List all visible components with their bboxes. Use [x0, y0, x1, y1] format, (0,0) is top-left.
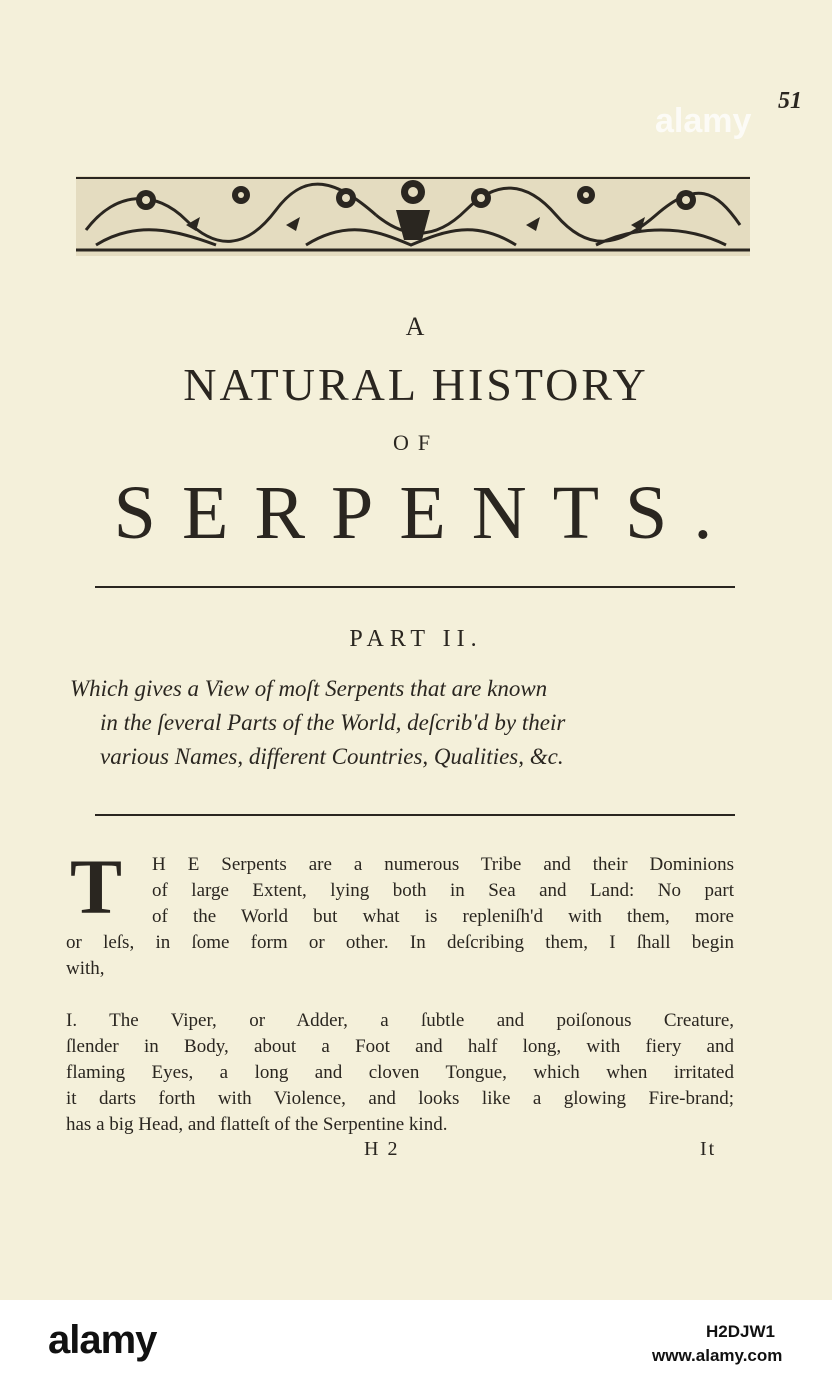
part-heading: PART II.: [349, 626, 483, 652]
divider-rule: [95, 586, 735, 588]
paragraph-line: with,: [66, 958, 105, 979]
paragraph-line: or leſs, in ſome form or other. In deſcribing them, I ſhall begin: [66, 932, 734, 953]
catchword: It: [700, 1138, 717, 1160]
paragraph-line: of large Extent, lying both in Sea and Land: No part: [152, 880, 734, 901]
decorative-headpiece-icon: [76, 170, 750, 260]
title-serpents: SERPENTS.: [113, 471, 739, 555]
paragraph-line: H E Serpents are a numerous Tribe and their Dominions: [152, 854, 734, 875]
divider-rule: [95, 814, 735, 816]
paragraph-line: it darts forth with Violence, and looks like a glowing Fire-brand;: [66, 1088, 734, 1109]
title-of: OF: [392, 430, 440, 455]
paragraph-line: ſlender in Body, about a Foot and half long, with fiery and: [66, 1036, 734, 1057]
subtitle-line: in the ſeveral Parts of the World, deſcrib'd by their: [100, 710, 566, 735]
subtitle-line: various Names, different Countries, Qualities, &c.: [100, 744, 564, 769]
drop-cap: T: [70, 843, 123, 930]
alamy-logo: alamy: [48, 1318, 157, 1362]
title-natural-history: NATURAL HISTORY: [183, 359, 649, 410]
paragraph-line: has a big Head, and flatteſt of the Serpentine kind.: [66, 1114, 448, 1135]
paragraph-line: I. The Viper, or Adder, a ſubtle and poiſonous Creature,: [66, 1010, 734, 1031]
site-url: www.alamy.com: [652, 1346, 783, 1365]
title-article: A: [405, 312, 427, 341]
image-id: H2DJW1: [706, 1322, 775, 1341]
paragraph-line: of the World but what is repleniſh'd with them, more: [152, 906, 734, 927]
watermark: alamy: [655, 102, 752, 140]
paragraph-line: flaming Eyes, a long and cloven Tongue, which when irritated: [66, 1062, 734, 1083]
signature-mark: H 2: [364, 1138, 400, 1160]
page-number: 51: [778, 88, 802, 114]
subtitle-line: Which gives a View of moſt Serpents that are known: [70, 676, 548, 701]
